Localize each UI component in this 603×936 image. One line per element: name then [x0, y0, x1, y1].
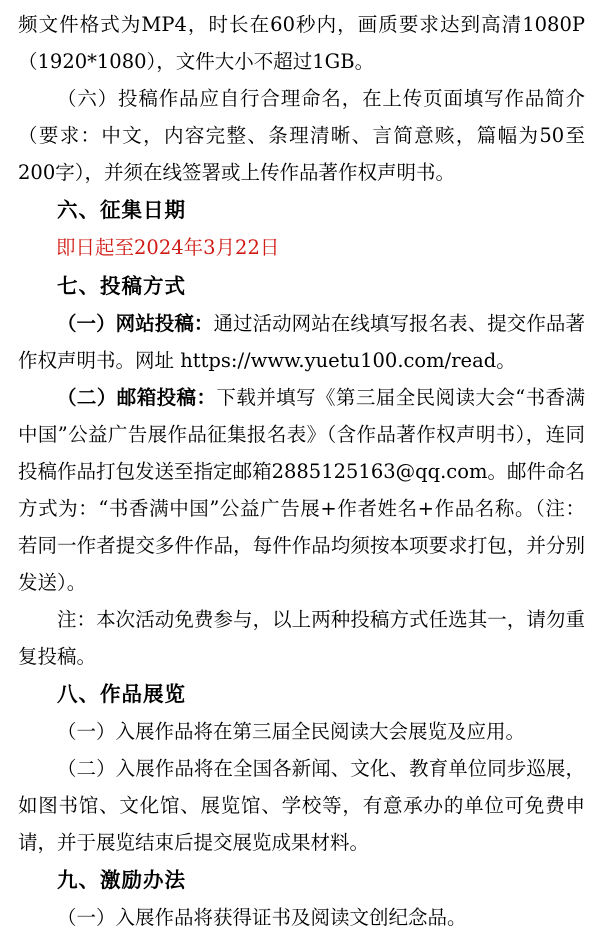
label-email-submission: （二）邮箱投稿： [57, 386, 217, 409]
label-website-submission: （一）网站投稿： [57, 312, 214, 335]
heading-section-six: 六、征集日期 [57, 198, 186, 222]
text-email-submission: 下载并填写《第三届全民阅读大会“书香满中国”公益广告展作品征集报名表》（含作品著作权声明书），连同投稿作品打包发送至指定邮箱2885125163@qq.com。邮件命名方式为：“书香满中国”公益广告展+作者姓名+作品名称。（注：若同一作者提交多件作品，每件作品均须按本项要求打包，并分别发送）。 [18, 386, 585, 594]
paragraph-video-spec: 频文件格式为MP4，时长在60秒内，画质要求达到高清1080P（1920*1080），文件大小不超过1GB。 [18, 13, 585, 73]
paragraph-exhibition-one: （一）入展作品将在第三届全民阅读大会展览及应用。 [57, 720, 526, 743]
heading-section-seven: 七、投稿方式 [57, 274, 186, 298]
text-website-submission: 通过活动网站在线填写报名表、提交作品著作权声明书。网址 https://www.yuetu100.com/read。 [18, 312, 585, 372]
heading-section-nine: 九、激励办法 [57, 868, 186, 892]
paragraph-email-submission [18, 379, 585, 601]
heading-section-eight: 八、作品展览 [57, 682, 186, 706]
paragraph-exhibition-two: （二）入展作品将在全国各新闻、文化、教育单位同步巡展，如图书馆、文化馆、展览馆、学校等，有意承办的单位可免费申请，并于展览结束后提交展览成果材料。 [18, 757, 585, 854]
paragraph-submission-note: 注：本次活动免费参与，以上两种投稿方式任选其一，请勿重复投稿。 [18, 608, 585, 668]
paragraph-item-six: （六）投稿作品应自行合理命名，在上传页面填写作品简介（要求：中文，内容完整、条理清晰、言简意赅，篇幅为50至200字），并须在线签署或上传作品著作权声明书。 [18, 87, 585, 184]
paragraph-collection-date: 即日起至2024年3月22日 [56, 236, 280, 259]
paragraph-award-one: （一）入展作品将获得证书及阅读文创纪念品。 [57, 906, 467, 929]
paragraph-website-submission [18, 305, 585, 379]
